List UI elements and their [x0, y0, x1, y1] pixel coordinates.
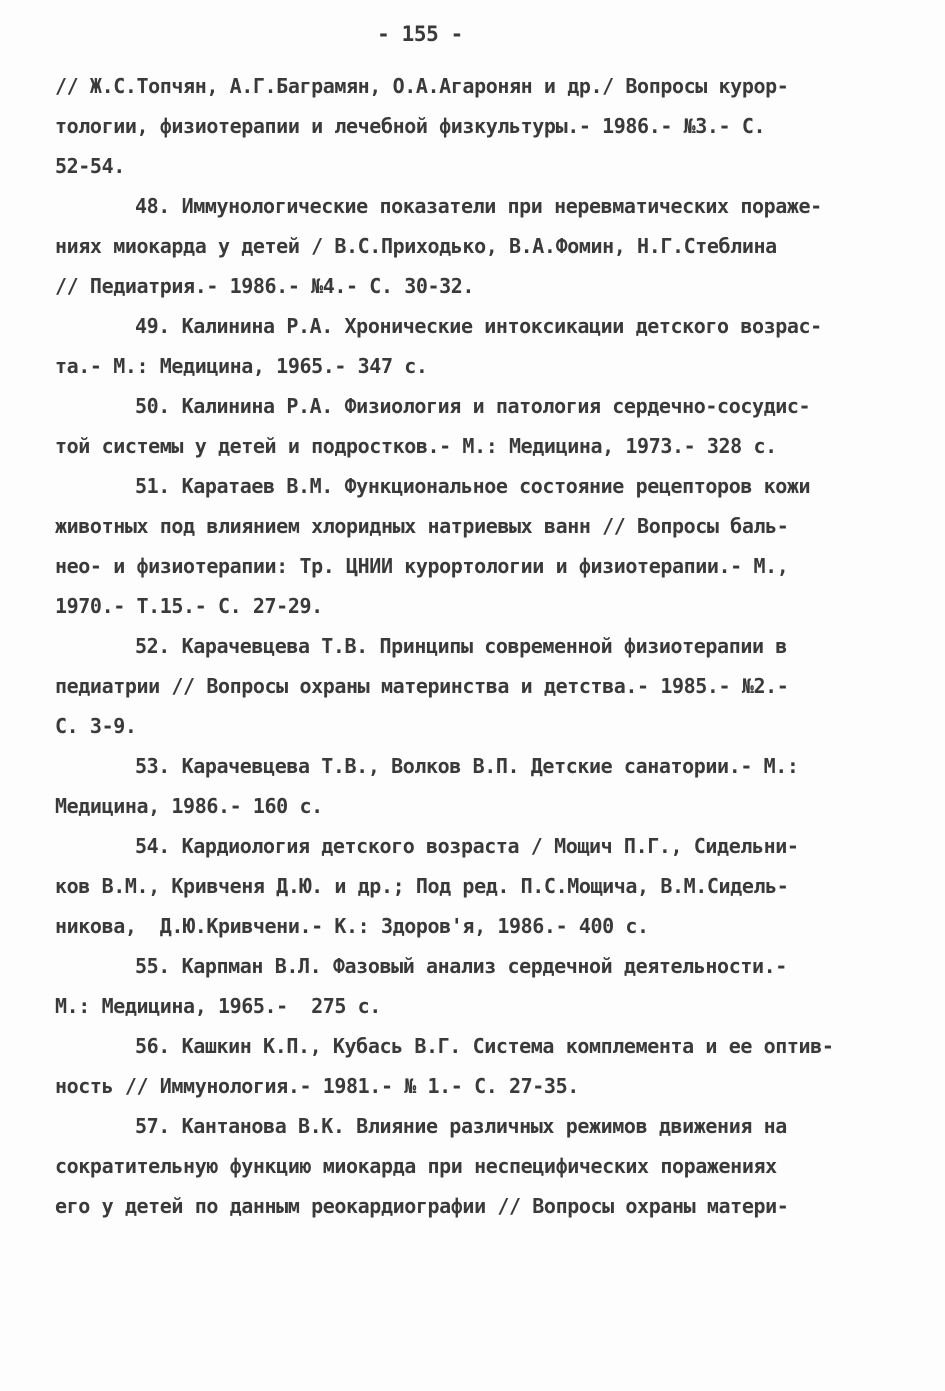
bibliography-entry [55, 66, 895, 186]
entry-line: М.: Медицина, 1965.- 275 с. [55, 994, 381, 1018]
bibliography-entry [55, 626, 895, 746]
entry-line: тологии, физиотерапии и лечебной физкультуры.- 1986.- №3.- С. [55, 114, 766, 138]
bibliography-entry [55, 826, 895, 946]
page-number: - 155 - [377, 22, 463, 46]
entry-line: сократительную функцию миокарда при неспецифических поражениях [55, 1154, 777, 1178]
entry-line: 53. Карачевцева Т.В., Волков В.П. Детские санатории.- М.: [135, 754, 799, 778]
entry-line: 56. Кашкин К.П., Кубась В.Г. Система комплемента и ее оптив- [135, 1034, 834, 1058]
bibliography-entry [55, 1106, 895, 1226]
entry-line: та.- М.: Медицина, 1965.- 347 с. [55, 354, 428, 378]
entry-line: 52. Карачевцева Т.В. Принципы современной физиотерапии в [135, 634, 787, 658]
entry-line: Медицина, 1986.- 160 с. [55, 794, 323, 818]
entry-line: той системы у детей и подростков.- М.: Медицина, 1973.- 328 с. [55, 434, 777, 458]
bibliography-entry [55, 386, 895, 466]
entry-line: 50. Калинина Р.А. Физиология и патология сердечно-сосудис- [135, 394, 811, 418]
entry-line: // Ж.С.Топчян, А.Г.Баграмян, О.А.Агаронян и др./ Вопросы курор- [55, 74, 789, 98]
entry-line: 48. Иммунологические показатели при неревматических пораже- [135, 194, 822, 218]
entry-line: 51. Каратаев В.М. Функциональное состояние рецепторов кожи [135, 474, 811, 498]
entry-line: нео- и физиотерапии: Тр. ЦНИИ курортологии и физиотерапии.- М., [55, 554, 789, 578]
entry-line: ков В.М., Кривченя Д.Ю. и др.; Под ред. П.С.Мощича, В.М.Сидель- [55, 874, 789, 898]
entry-line: 55. Карпман В.Л. Фазовый анализ сердечной деятельности.- [135, 954, 787, 978]
bibliography-entry [55, 306, 895, 386]
entry-line: педиатрии // Вопросы охраны материнства и детства.- 1985.- №2.- [55, 674, 789, 698]
bibliography-entry [55, 1026, 895, 1106]
entry-line: его у детей по данным реокардиографии // Вопросы охраны матери- [55, 1194, 789, 1218]
entry-line: животных под влиянием хлоридных натриевых ванн // Вопросы баль- [55, 514, 789, 538]
entry-line: 57. Кантанова В.К. Влияние различных режимов движения на [135, 1114, 787, 1138]
entry-line: С. 3-9. [55, 714, 137, 738]
bibliography-entry [55, 946, 895, 1026]
entry-line: никова, Д.Ю.Кривчени.- К.: Здоров'я, 1986.- 400 с. [55, 914, 649, 938]
entry-line: 52-54. [55, 154, 125, 178]
bibliography-entry [55, 466, 895, 626]
bibliography-entry [55, 186, 895, 306]
entry-line: 54. Кардиология детского возраста / Мощич П.Г., Сидельни- [135, 834, 799, 858]
entry-line: 49. Калинина Р.А. Хронические интоксикации детского возрас- [135, 314, 822, 338]
bibliography-entry [55, 746, 895, 826]
entry-line: 1970.- Т.15.- С. 27-29. [55, 594, 323, 618]
bibliography-list [55, 66, 895, 1226]
entry-line: ниях миокарда у детей / В.С.Приходько, В.А.Фомин, Н.Г.Стеблина [55, 234, 777, 258]
entry-line: ность // Иммунология.- 1981.- № 1.- С. 27-35. [55, 1074, 579, 1098]
entry-line: // Педиатрия.- 1986.- №4.- С. 30-32. [55, 274, 475, 298]
